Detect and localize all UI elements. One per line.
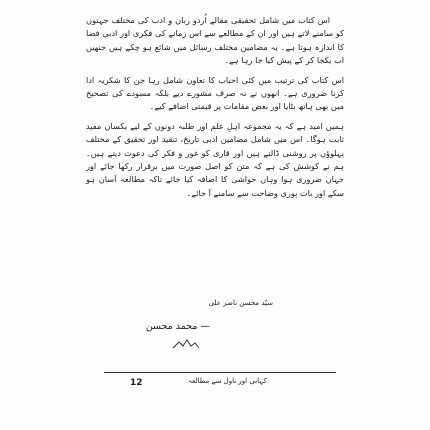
body-text <box>86 14 344 200</box>
footer-divider <box>104 372 336 373</box>
paragraph: ہمیں امید ہے کہ یہ مجموعہ اہلِ علم اور طلبہ دونوں کے لیے یکساں مفید ثابت ہوگا۔ اس میں شامل مضامین ادبی تاریخ، تنقید اور تحقیق کے مختلف پہلوؤں پر روشنی ڈالتے ہیں اور قاری کو غور و فکر کی دعوت دیتے ہیں۔ ہم نے کوشش کی ہے کہ متن کو اصل صورت میں برقرار رکھا جائے اور جہاں ضروری ہوا وہاں حواشی کا اضافہ کیا جائے تاکہ مطالعہ آسان ہو سکے اور بات پوری وضاحت سے سامنے آ جائے۔ <box>86 120 344 198</box>
running-footer-title: کہانی اور ناول سے مطالعہ <box>188 377 267 385</box>
ornament-icon <box>172 338 200 350</box>
paragraph: اس کتاب میں شامل تحقیقی مقالے اُردو زبان و ادب کی مختلف جہتوں کو سامنے لاتے ہیں اور ان کے مطالعے سے اس زمانے کی فکری اور ادبی فضا کا اندازہ ہوتا ہے۔ یہ مضامین مختلف رسائل میں شائع ہو چکے ہیں جنھیں اب یکجا کر کے پیش کیا جا رہا ہے۔ <box>86 15 344 66</box>
place-line: سیّد محسن ناصر علی <box>208 299 273 307</box>
page-number: 12 <box>130 378 143 388</box>
author-signature: — محمد محسن <box>145 321 210 332</box>
paragraph: اس کتاب کی ترتیب میں کئی احباب کا تعاون شامل رہا جن کا شکریہ ادا کرنا ضروری ہے۔ انھوں نے نہ صرف مشورے دیے بلکہ مسودے کی تصحیح میں بھی ہاتھ بٹایا اور بعض مقامات پر قیمتی اضافے کیے۔ <box>86 74 344 112</box>
